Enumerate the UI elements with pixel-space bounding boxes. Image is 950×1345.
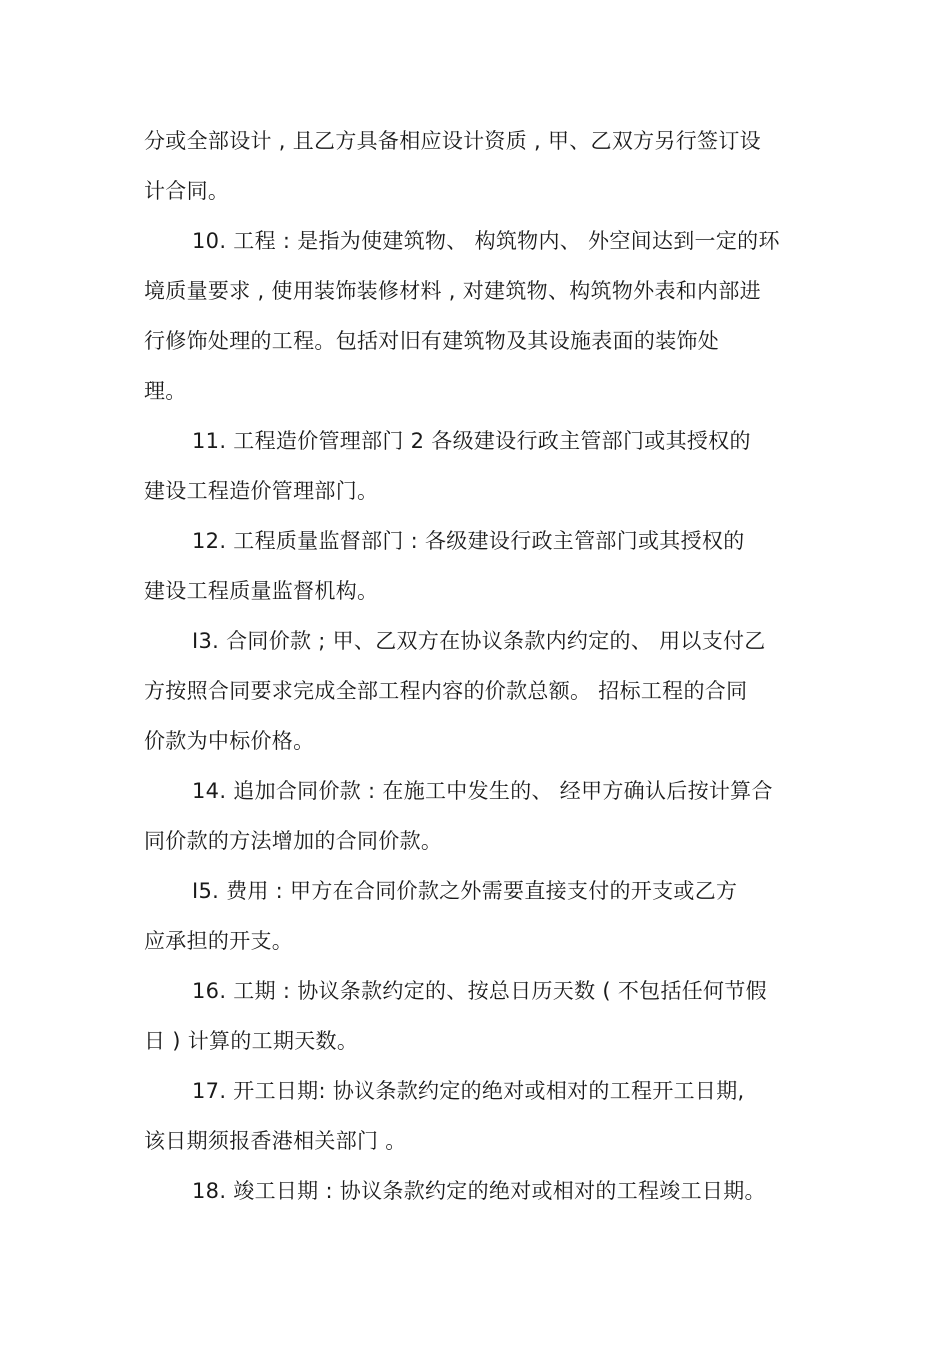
text-line: 方按照合同要求完成全部工程内容的价款总额。 招标工程的合同 — [144, 679, 748, 703]
text-line: 计合同。 — [144, 179, 230, 203]
text-line: 18. 竣工日期 : 协议条款约定的绝对或相对的工程竣工日期。 — [192, 1179, 766, 1203]
text-line: 12. 工程质量监督部门 : 各级建设行政主管部门或其授权的 — [192, 529, 745, 553]
text-line: I3. 合同价款 ; 甲、乙双方在协议条款内约定的、 用以支付乙 — [192, 629, 766, 653]
text-line: 应承担的开支。 — [144, 929, 294, 953]
text-line: 分或全部设计 , 且乙方具备相应设计资质 , 甲、乙双方另行签订设 — [144, 129, 761, 153]
text-line: 行修饰处理的工程。包括对旧有建筑物及其设施表面的装饰处 — [144, 329, 720, 353]
text-line: 17. 开工日期: 协议条款约定的绝对或相对的工程开工日期, — [192, 1079, 745, 1103]
text-line: 日 ) 计算的工期天数。 — [144, 1029, 359, 1053]
text-line: 该日期须报香港相关部门 。 — [144, 1129, 407, 1153]
text-line: 建设工程质量监督机构。 — [144, 579, 379, 603]
text-line: 价款为中标价格。 — [144, 729, 315, 753]
text-line: 建设工程造价管理部门。 — [144, 479, 379, 503]
text-line: 11. 工程造价管理部门 2 各级建设行政主管部门或其授权的 — [192, 429, 751, 453]
text-line: 境质量要求 , 使用装饰装修材料 , 对建筑物、构筑物外表和内部进 — [144, 279, 761, 303]
text-line: 理。 — [144, 379, 187, 403]
text-line: 10. 工程 : 是指为使建筑物、 构筑物内、 外空间达到一定的环 — [192, 229, 780, 253]
text-line: 14. 追加合同价款 : 在施工中发生的、 经甲方确认后按计算合 — [192, 779, 773, 803]
text-line: 同价款的方法增加的合同价款。 — [144, 829, 443, 853]
text-line: 16. 工期 : 协议条款约定的、按总日历天数 ( 不包括任何节假 — [192, 979, 767, 1003]
text-line: I5. 费用 : 甲方在合同价款之外需要直接支付的开支或乙方 — [192, 879, 738, 903]
